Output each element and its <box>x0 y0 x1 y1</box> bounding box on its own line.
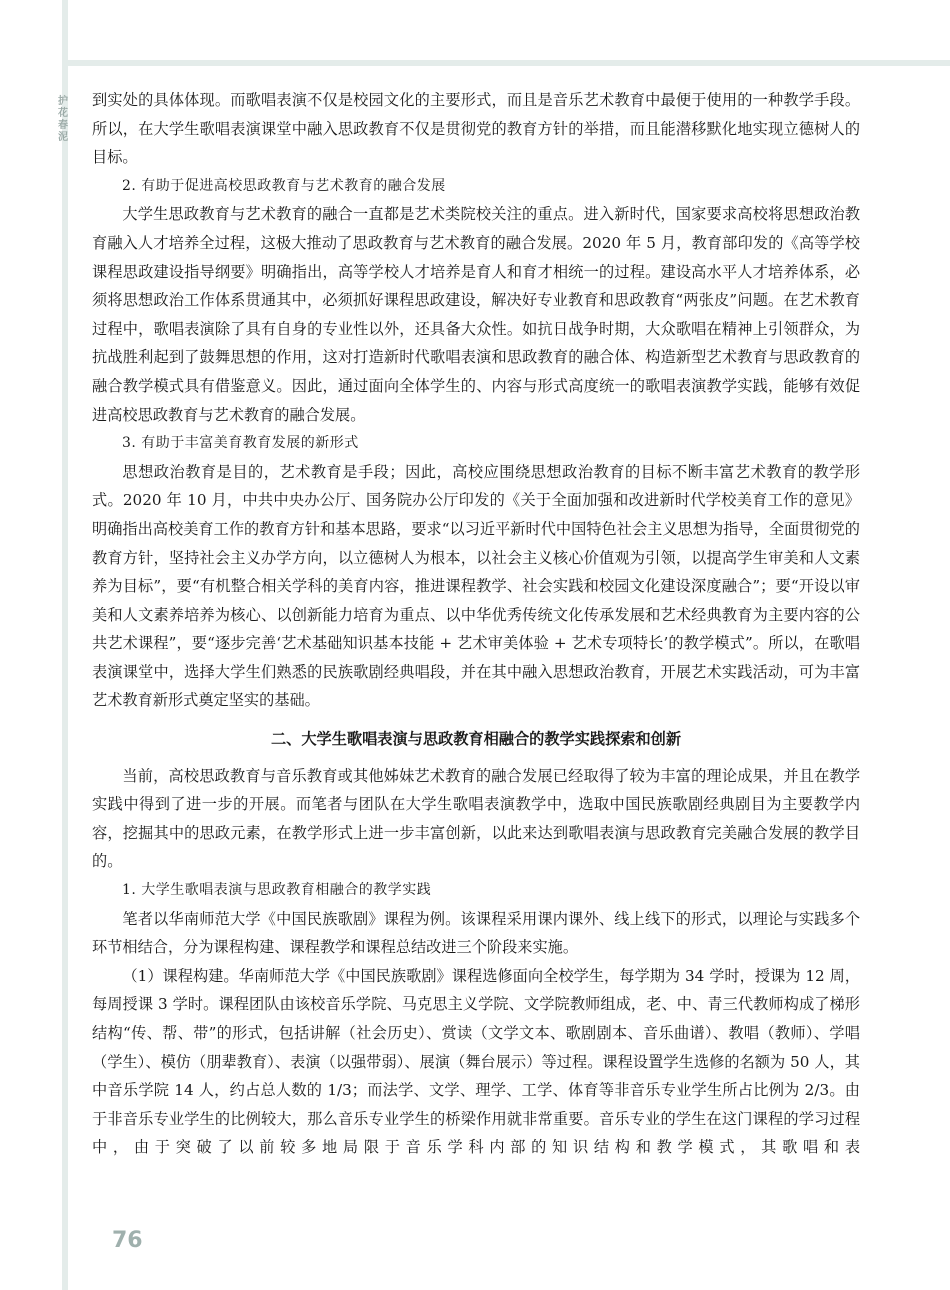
running-head-char: 春 <box>58 120 68 131</box>
subheading-2: 2. 有助于促进高校思政教育与艺术教育的融合发展 <box>122 177 446 194</box>
paragraph: 当前，高校思政教育与音乐教育或其他姊妹艺术教育的融合发展已经取得了较为丰富的理论成果，并且在教学实践中得到了进一步的开展。而笔者与团队在大学生歌唱表演教学中，选取中国民族歌剧经典剧目为主要教学内容，挖掘其中的思政元素，在教学形式上进一步丰富创新，以此来达到歌唱表演与思政教育完美融合发展的教学目的。 <box>92 766 860 871</box>
article-body <box>92 86 860 1162</box>
paragraph-continuation: 到实处的具体体现。而歌唱表演不仅是校园文化的主要形式，而且是音乐艺术教育中最便于使用的一种教学手段。所以，在大学生歌唱表演课堂中融入思政教育不仅是贯彻党的教育方针的举措，而且能潜移默化地实现立德树人的目标。 <box>92 91 860 167</box>
subheading-3: 3. 有助于丰富美育教育发展的新形式 <box>122 435 359 452</box>
section-heading: 二、大学生歌唱表演与思政教育相融合的教学实践探索和创新 <box>270 730 682 749</box>
page-number: 76 <box>112 1228 143 1253</box>
running-head-char: 泥 <box>58 132 68 143</box>
header-band <box>0 0 950 60</box>
paragraph: 笔者以华南师范大学《中国民族歌剧》课程为例。该课程采用课内课外、线上线下的形式，以理论与实践多个环节相结合，分为课程构建、课程教学和课程总结改进三个阶段来实施。 <box>92 909 860 957</box>
header-rule <box>64 60 950 66</box>
paragraph: （1）课程构建。华南师范大学《中国民族歌剧》课程选修面向全校学生，每学期为 34 学时，授课为 12 周，每周授课 3 学时。课程团队由该校音乐学院、马克思主义学院、文学院教师组成，老、中、青三代教师构成了梯形结构“传、帮、带”的形式，包括讲解（社会历史）、赏读（文学文本、歌剧剧本、音乐曲谱）、教唱（教师）、学唱（学生）、模仿（朋辈教育）、表演（以强带弱）、展演（舞台展示）等过程。课程设置学生选修的名额为 50 人，其中音乐学院 14 人，约占总人数的 1/3；而法学、文学、理学、工学、体育等非音乐专业学生所占比例为 2/3。由于非音乐专业学生的比例较大，那么音乐专业学生的桥梁作用就非常重要。音乐专业的学生在这门课程的学习过程中，由于突破了以前较多地局限于音乐学科内部的知识结构和教学模式，其歌唱和表 <box>92 966 860 1157</box>
paragraph: 思想政治教育是目的，艺术教育是手段；因此，高校应围绕思想政治教育的目标不断丰富艺术教育的教学形式。2020 年 10 月，中共中央办公厅、国务院办公厅印发的《关于全面加强和改进新时代学校美育工作的意见》明确指出高校美育工作的教育方针和基本思路，要求“以习近平新时代中国特色社会主义思想为指导，全面贯彻党的教育方针，坚持社会主义办学方向，以立德树人为根本，以社会主义核心价值观为引领，以提高学生审美和人文素养为目标”，要“有机整合相关学科的美育内容，推进课程教学、社会实践和校园文化建设深度融合”；要“开设以审美和人文素养培养为核心、以创新能力培育为重点、以中华优秀传统文化传承发展和艺术经典教育为主要内容的公共艺术课程”，要“逐步完善‘艺术基础知识基本技能 + 艺术审美体验 + 艺术专项特长’的教学模式”。所以，在歌唱表演课堂中，选择大学生们熟悉的民族歌剧经典唱段，并在其中融入思想政治教育，开展艺术实践活动，可为丰富艺术教育新形式奠定坚实的基础。 <box>92 462 860 710</box>
running-head-char: 花 <box>58 108 68 119</box>
subheading-1: 1. 大学生歌唱表演与思政教育相融合的教学实践 <box>122 882 432 899</box>
running-head-char: 护 <box>58 96 68 107</box>
running-head-vertical <box>54 96 72 144</box>
paragraph: 大学生思政教育与艺术教育的融合一直都是艺术类院校关注的重点。进入新时代，国家要求高校将思想政治教育融入人才培养全过程，这极大推动了思政教育与艺术教育的融合发展。2020 年 5 月，教育部印发的《高等学校课程思政建设指导纲要》明确指出，高等学校人才培养是育人和育才相统一的过程。建设高水平人才培养体系，必须将思想政治工作体系贯通其中，必须抓好课程思政建设，解决好专业教育和思政教育“两张皮”问题。在艺术教育过程中，歌唱表演除了具有自身的专业性以外，还具备大众性。如抗日战争时期，大众歌唱在精神上引领群众，为抗战胜利起到了鼓舞思想的作用，这对打造新时代歌唱表演和思政教育的融合体、构造新型艺术教育与思政教育的融合教学模式具有借鉴意义。因此，通过面向全体学生的、内容与形式高度统一的歌唱表演教学实践，能够有效促进高校思政教育与艺术教育的融合发展。 <box>92 205 860 424</box>
left-margin-bar <box>62 0 68 1290</box>
